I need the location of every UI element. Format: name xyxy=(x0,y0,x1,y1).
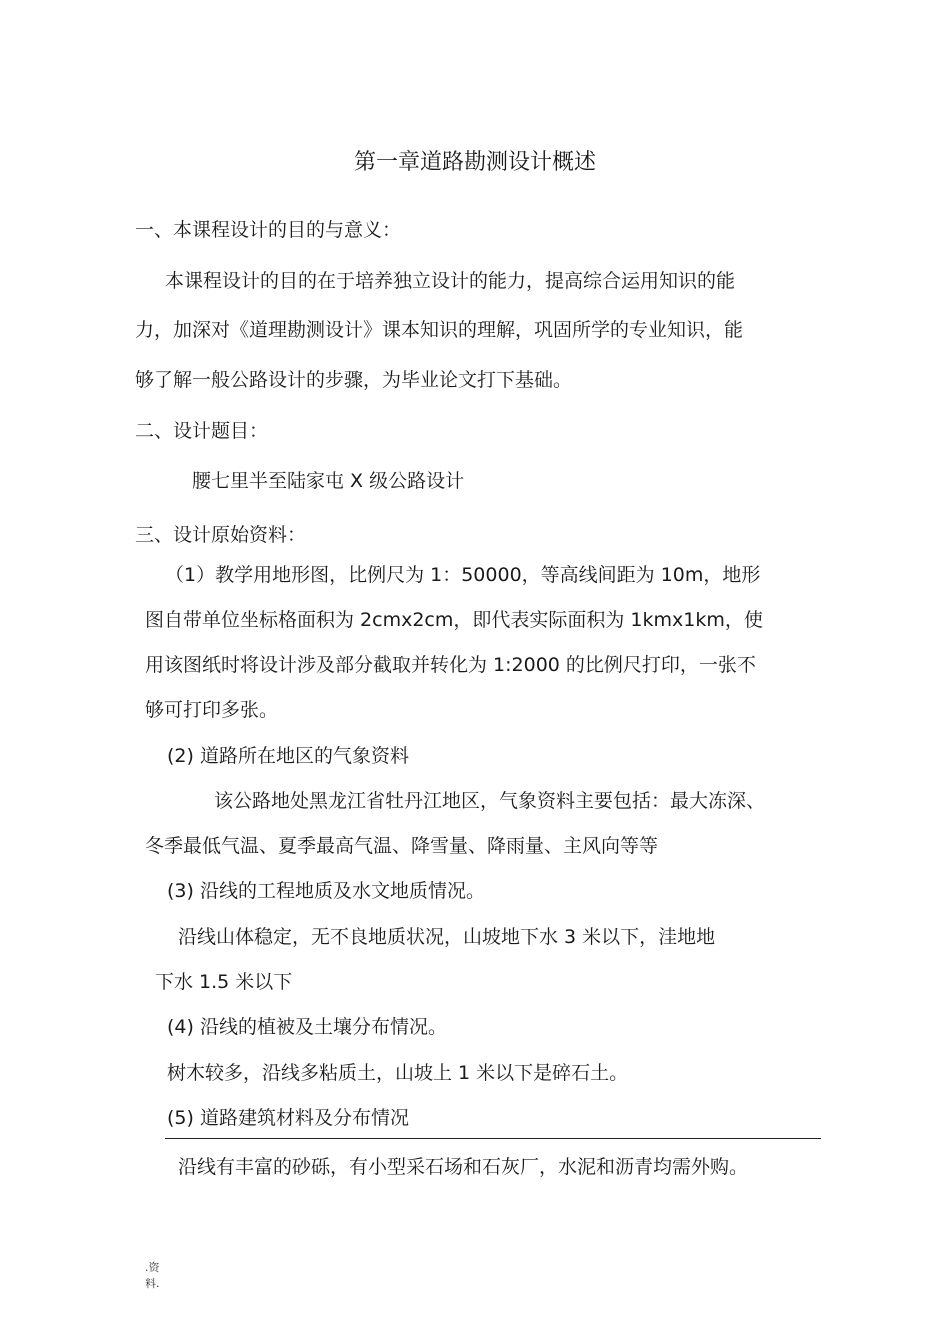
design-topic: 腰七里半至陆家屯 X 级公路设计 xyxy=(192,470,465,492)
page-title: 第一章道路勘测设计概述 xyxy=(353,150,596,175)
item-4-heading: (4) 沿线的植被及土壤分布情况。 xyxy=(167,1016,447,1038)
item-3-line: 下水 1.5 米以下 xyxy=(155,971,293,993)
section-1-paragraph-line: 力，加深对《道理勘测设计》课本知识的理解，巩固所学的专业知识，能 xyxy=(135,319,744,341)
section-3-heading: 三、设计原始资料： xyxy=(135,524,307,546)
section-1-paragraph-line: 够了解一般公路设计的步骤，为毕业论文打下基础。 xyxy=(135,369,573,391)
section-1-paragraph-line: 本课程设计的目的在于培养独立设计的能力，提高综合运用知识的能 xyxy=(165,270,736,292)
item-1-line: 图自带单位坐标格面积为 2cmx2cm，即代表实际面积为 1kmx1km，使 xyxy=(145,609,763,631)
item-3-heading: (3) 沿线的工程地质及水文地质情况。 xyxy=(167,880,485,902)
footer-text: .资 xyxy=(145,1261,160,1274)
section-1-heading: 一、本课程设计的目的与意义： xyxy=(135,219,402,241)
section-2-heading: 二、设计题目： xyxy=(135,420,269,442)
item-3-line: 沿线山体稳定，无不良地质状况，山坡地下水 3 米以下，洼地地 xyxy=(178,926,716,948)
item-2-heading: (2) 道路所在地区的气象资料 xyxy=(167,745,409,767)
item-1-line: 够可打印多张。 xyxy=(145,699,279,721)
item-1-line: （1）教学用地形图，比例尺为 1：50000，等高线间距为 10m，地形 xyxy=(165,564,761,586)
item-5-text: 沿线有丰富的砂砾，有小型采石场和石灰厂，水泥和沥青均需外购。 xyxy=(178,1156,749,1178)
item-4-text: 树木较多，沿线多粘质土，山坡上 1 米以下是碎石土。 xyxy=(167,1062,629,1084)
item-1-line: 用该图纸时将设计涉及部分截取并转化为 1:2000 的比例尺打印，一张不 xyxy=(145,654,756,676)
item-2-line: 该公路地处黑龙江省牡丹江地区，气象资料主要包括：最大冻深、 xyxy=(214,790,766,812)
item-5-heading: (5) 道路建筑材料及分布情况 xyxy=(167,1107,409,1129)
footer-text: 料. xyxy=(145,1277,160,1290)
item-2-line: 冬季最低气温、夏季最高气温、降雪量、降雨量、主风向等等 xyxy=(145,835,659,857)
divider-line xyxy=(165,1138,821,1139)
